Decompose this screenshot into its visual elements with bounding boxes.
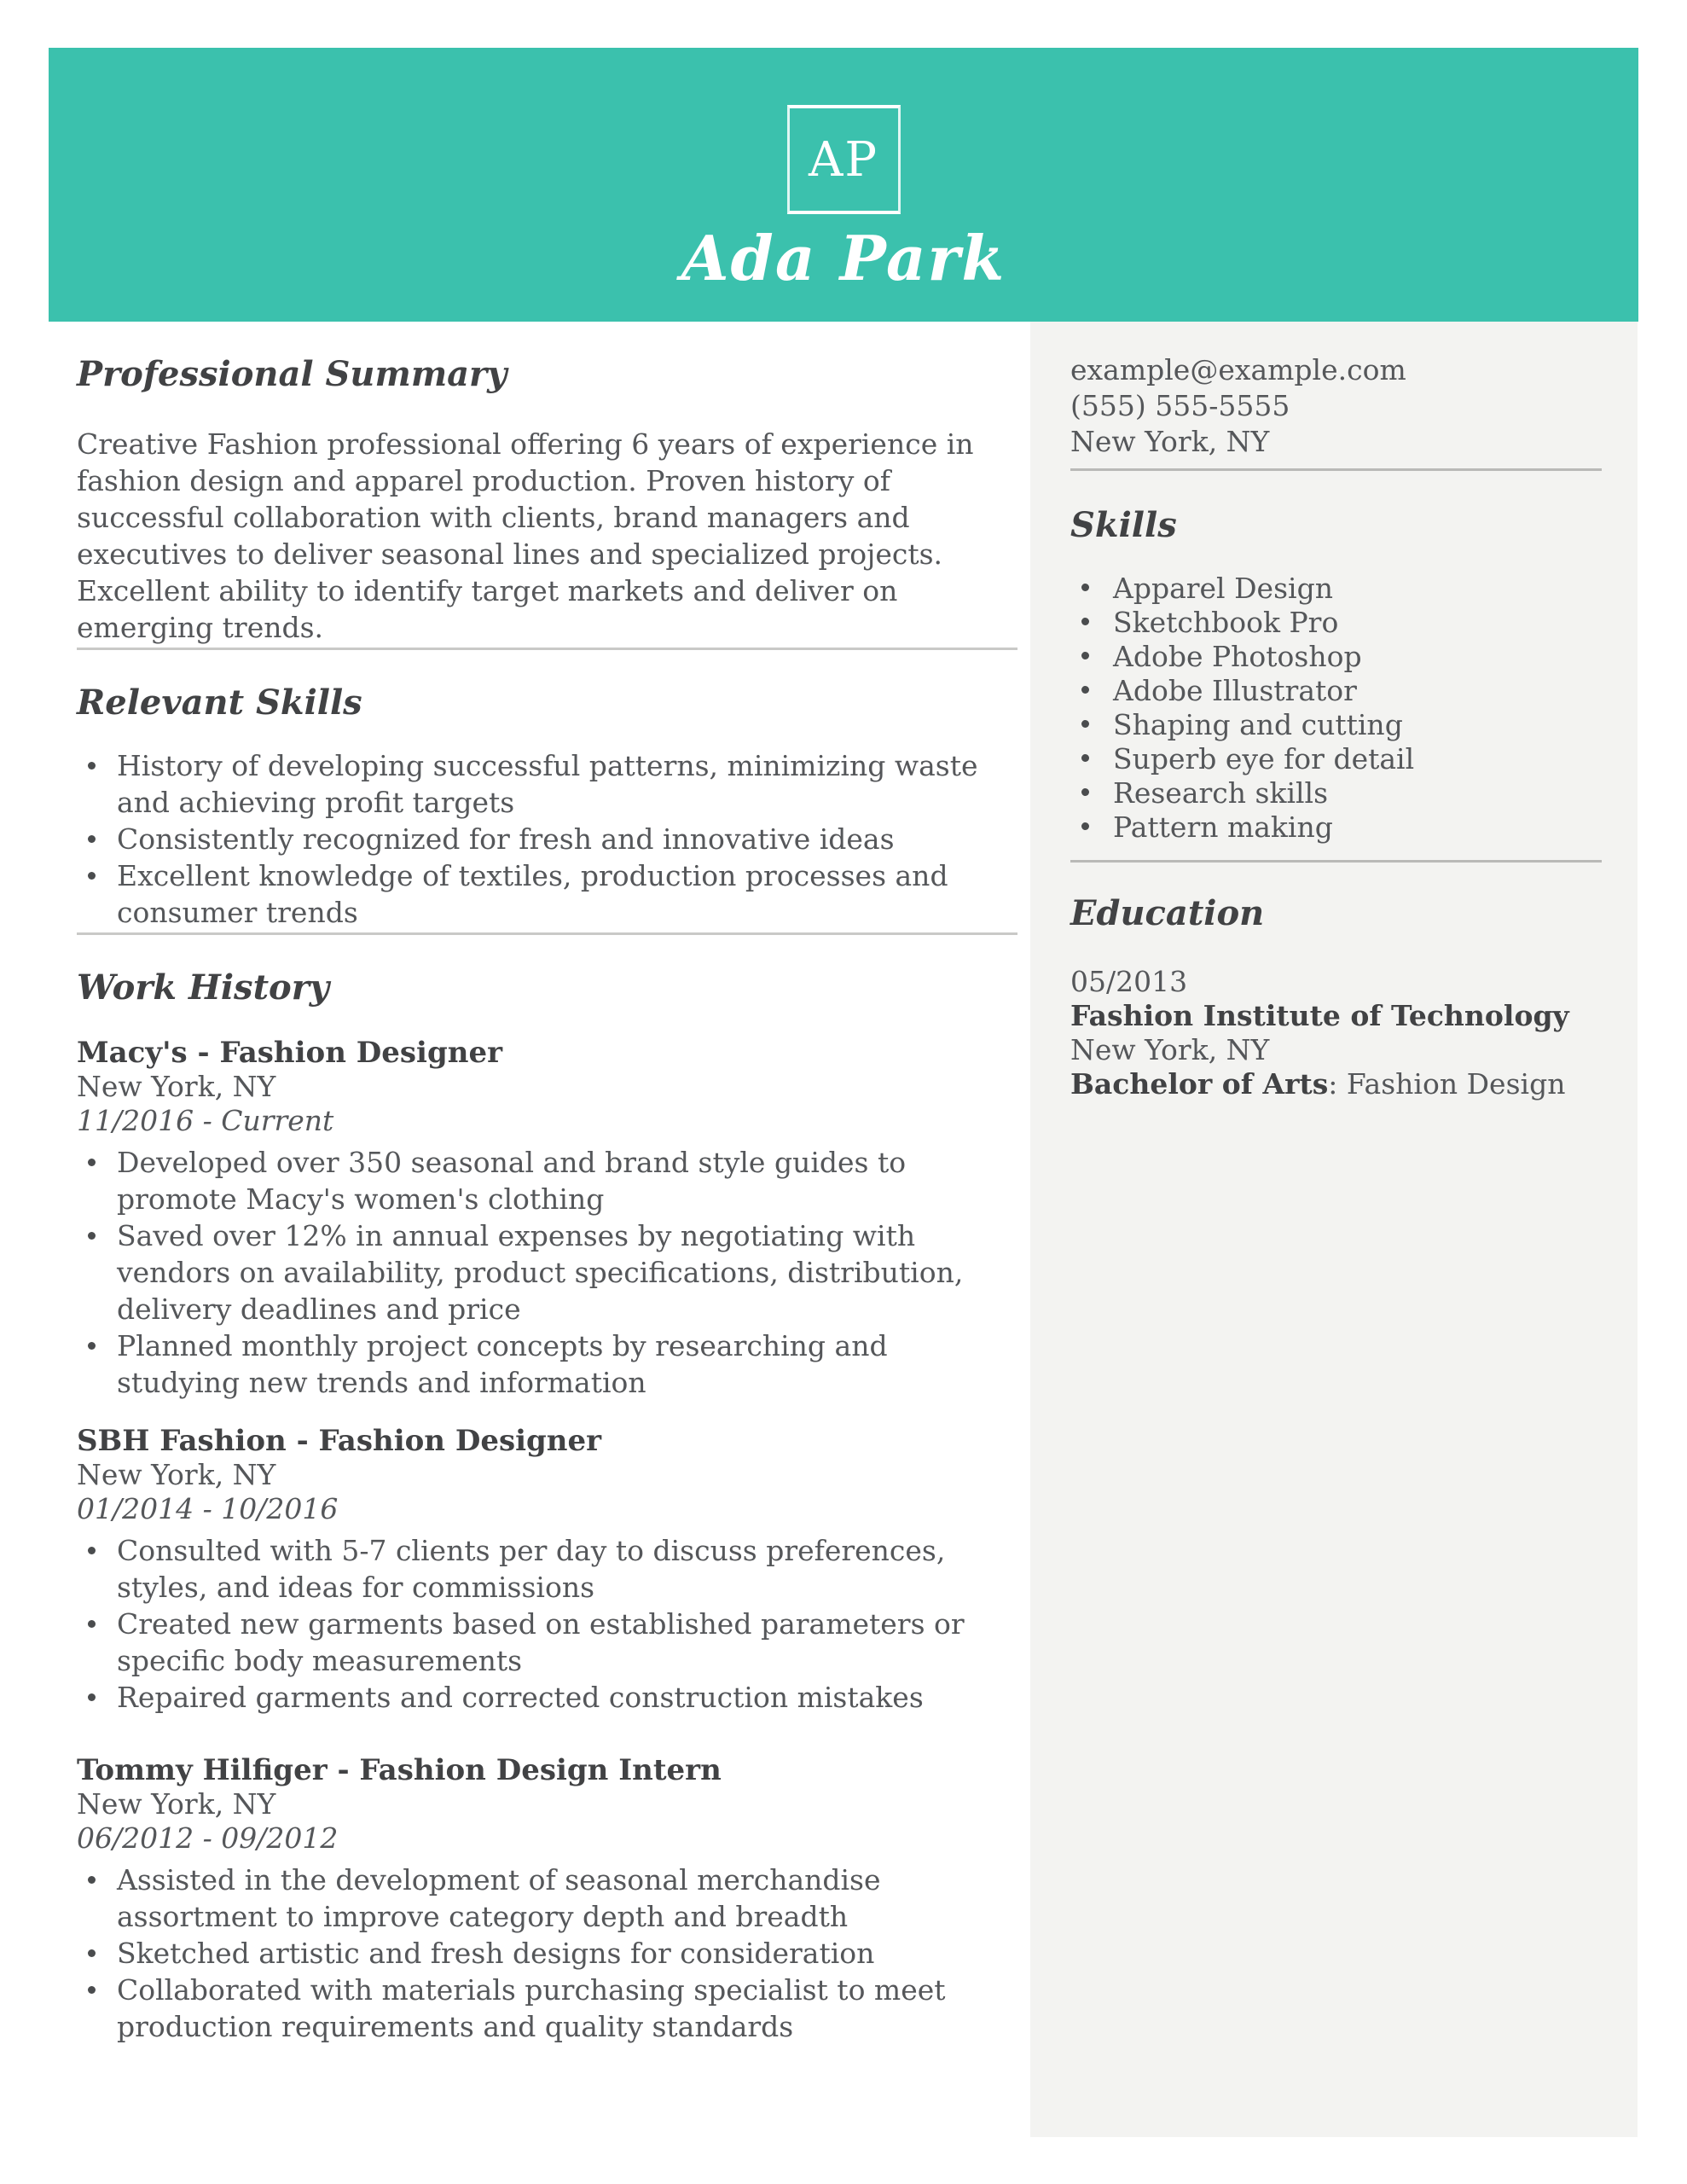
header-band bbox=[49, 48, 1638, 322]
job-entry bbox=[77, 1753, 1017, 2045]
bullet-icon bbox=[88, 872, 96, 880]
job-title: Tommy Hilfiger - Fashion Design Intern bbox=[77, 1753, 722, 1787]
work-history-heading: Work History bbox=[77, 967, 330, 1008]
job-bullets bbox=[77, 1532, 1017, 1716]
job-location: New York, NY bbox=[77, 1458, 276, 1491]
bullet-icon bbox=[88, 835, 96, 843]
bullet-icon bbox=[1081, 584, 1089, 591]
list-item: Collaborated with materials purchasing specialist to meet production requirements and quality standards bbox=[77, 1972, 1017, 2045]
list-item: Adobe Photoshop bbox=[1070, 640, 1602, 674]
summary-heading: Professional Summary bbox=[77, 354, 507, 394]
relevant-skills-heading: Relevant Skills bbox=[77, 682, 362, 723]
job-dates: 01/2014 - 10/2016 bbox=[77, 1492, 339, 1525]
bullet-icon bbox=[88, 1159, 96, 1166]
bullet-icon bbox=[1081, 686, 1089, 694]
bullet-icon bbox=[1081, 652, 1089, 659]
job-bullets bbox=[77, 1144, 1017, 1401]
job-title: SBH Fashion - Fashion Designer bbox=[77, 1424, 602, 1458]
divider bbox=[1070, 468, 1602, 471]
job-dates: 11/2016 - Current bbox=[77, 1104, 334, 1137]
candidate-name: Ada Park bbox=[681, 222, 1006, 294]
list-item: Pattern making bbox=[1070, 810, 1602, 845]
list-item: Sketched artistic and fresh designs for consideration bbox=[77, 1935, 1017, 1972]
skills-heading: Skills bbox=[1070, 505, 1177, 545]
bullet-icon bbox=[88, 1620, 96, 1628]
education-heading: Education bbox=[1070, 893, 1265, 933]
job-location: New York, NY bbox=[77, 1787, 276, 1821]
bullet-icon bbox=[1081, 720, 1089, 728]
list-item: Saved over 12% in annual expenses by negotiating with vendors on availability, product specifications, distribution, delivery deadlines and price bbox=[77, 1217, 1017, 1327]
bullet-icon bbox=[88, 1693, 96, 1701]
relevant-skills-list bbox=[77, 747, 1017, 931]
list-item: Created new garments based on established parameters or specific body measurements bbox=[77, 1606, 1017, 1679]
list-item: Excellent knowledge of textiles, production processes and consumer trends bbox=[77, 857, 1017, 931]
list-item: Assisted in the development of seasonal merchandise assortment to improve category depth and breadth bbox=[77, 1862, 1017, 1935]
divider bbox=[1070, 860, 1602, 863]
contact-location: New York, NY bbox=[1070, 425, 1270, 458]
divider bbox=[77, 648, 1017, 650]
monogram-box bbox=[787, 105, 901, 214]
main-column bbox=[49, 322, 1017, 2045]
job-entry bbox=[77, 1424, 1017, 1716]
education-school: Fashion Institute of Technology bbox=[1070, 999, 1569, 1032]
skills-list bbox=[1070, 572, 1602, 845]
list-item: Adobe Illustrator bbox=[1070, 674, 1602, 708]
education-date: 05/2013 bbox=[1070, 965, 1188, 998]
job-title: Macy's - Fashion Designer bbox=[77, 1036, 502, 1070]
bullet-icon bbox=[88, 762, 96, 770]
job-entry bbox=[77, 1036, 1017, 1401]
bullet-icon bbox=[1081, 788, 1089, 796]
job-dates: 06/2012 - 09/2012 bbox=[77, 1821, 339, 1855]
list-item: History of developing successful patterns, minimizing waste and achieving profit targets bbox=[77, 747, 1017, 821]
list-item: Repaired garments and corrected construction mistakes bbox=[77, 1679, 1017, 1716]
contact-email: example@example.com bbox=[1070, 353, 1406, 386]
education-location: New York, NY bbox=[1070, 1033, 1270, 1066]
bullet-icon bbox=[88, 1342, 96, 1350]
bullet-icon bbox=[88, 1986, 96, 1994]
bullet-icon bbox=[88, 1232, 96, 1240]
list-item: Consistently recognized for fresh and innovative ideas bbox=[77, 821, 1017, 857]
contact-block bbox=[1070, 352, 1602, 460]
bullet-icon bbox=[88, 1547, 96, 1554]
list-item: Shaping and cutting bbox=[1070, 708, 1602, 742]
list-item: Sketchbook Pro bbox=[1070, 606, 1602, 640]
bullet-icon bbox=[88, 1876, 96, 1884]
list-item: Planned monthly project concepts by researching and studying new trends and information bbox=[77, 1327, 1017, 1401]
bullet-icon bbox=[88, 1949, 96, 1957]
summary-text: Creative Fashion professional offering 6 years of experience in fashion design and apparel production. Proven history of successful collaboration with clients, brand managers and executives to deliver seasonal lines and specialized projects. Excellent ability to identify target markets and deliver on emerging trends. bbox=[77, 427, 974, 644]
list-item: Developed over 350 seasonal and brand style guides to promote Macy's women's clothing bbox=[77, 1144, 1017, 1217]
job-location: New York, NY bbox=[77, 1070, 276, 1103]
list-item: Consulted with 5-7 clients per day to discuss preferences, styles, and ideas for commissions bbox=[77, 1532, 1017, 1606]
contact-phone: (555) 555-5555 bbox=[1070, 389, 1290, 422]
education-block bbox=[1070, 965, 1602, 1101]
divider bbox=[77, 932, 1017, 935]
list-item: Superb eye for detail bbox=[1070, 742, 1602, 776]
bullet-icon bbox=[1081, 822, 1089, 830]
monogram-initials: AP bbox=[808, 131, 879, 188]
education-degree: Bachelor of Arts: Fashion Design bbox=[1070, 1067, 1566, 1101]
list-item: Apparel Design bbox=[1070, 572, 1602, 606]
job-bullets bbox=[77, 1862, 1017, 2045]
list-item: Research skills bbox=[1070, 776, 1602, 810]
bullet-icon bbox=[1081, 754, 1089, 762]
sidebar bbox=[1030, 322, 1638, 2137]
bullet-icon bbox=[1081, 618, 1089, 625]
